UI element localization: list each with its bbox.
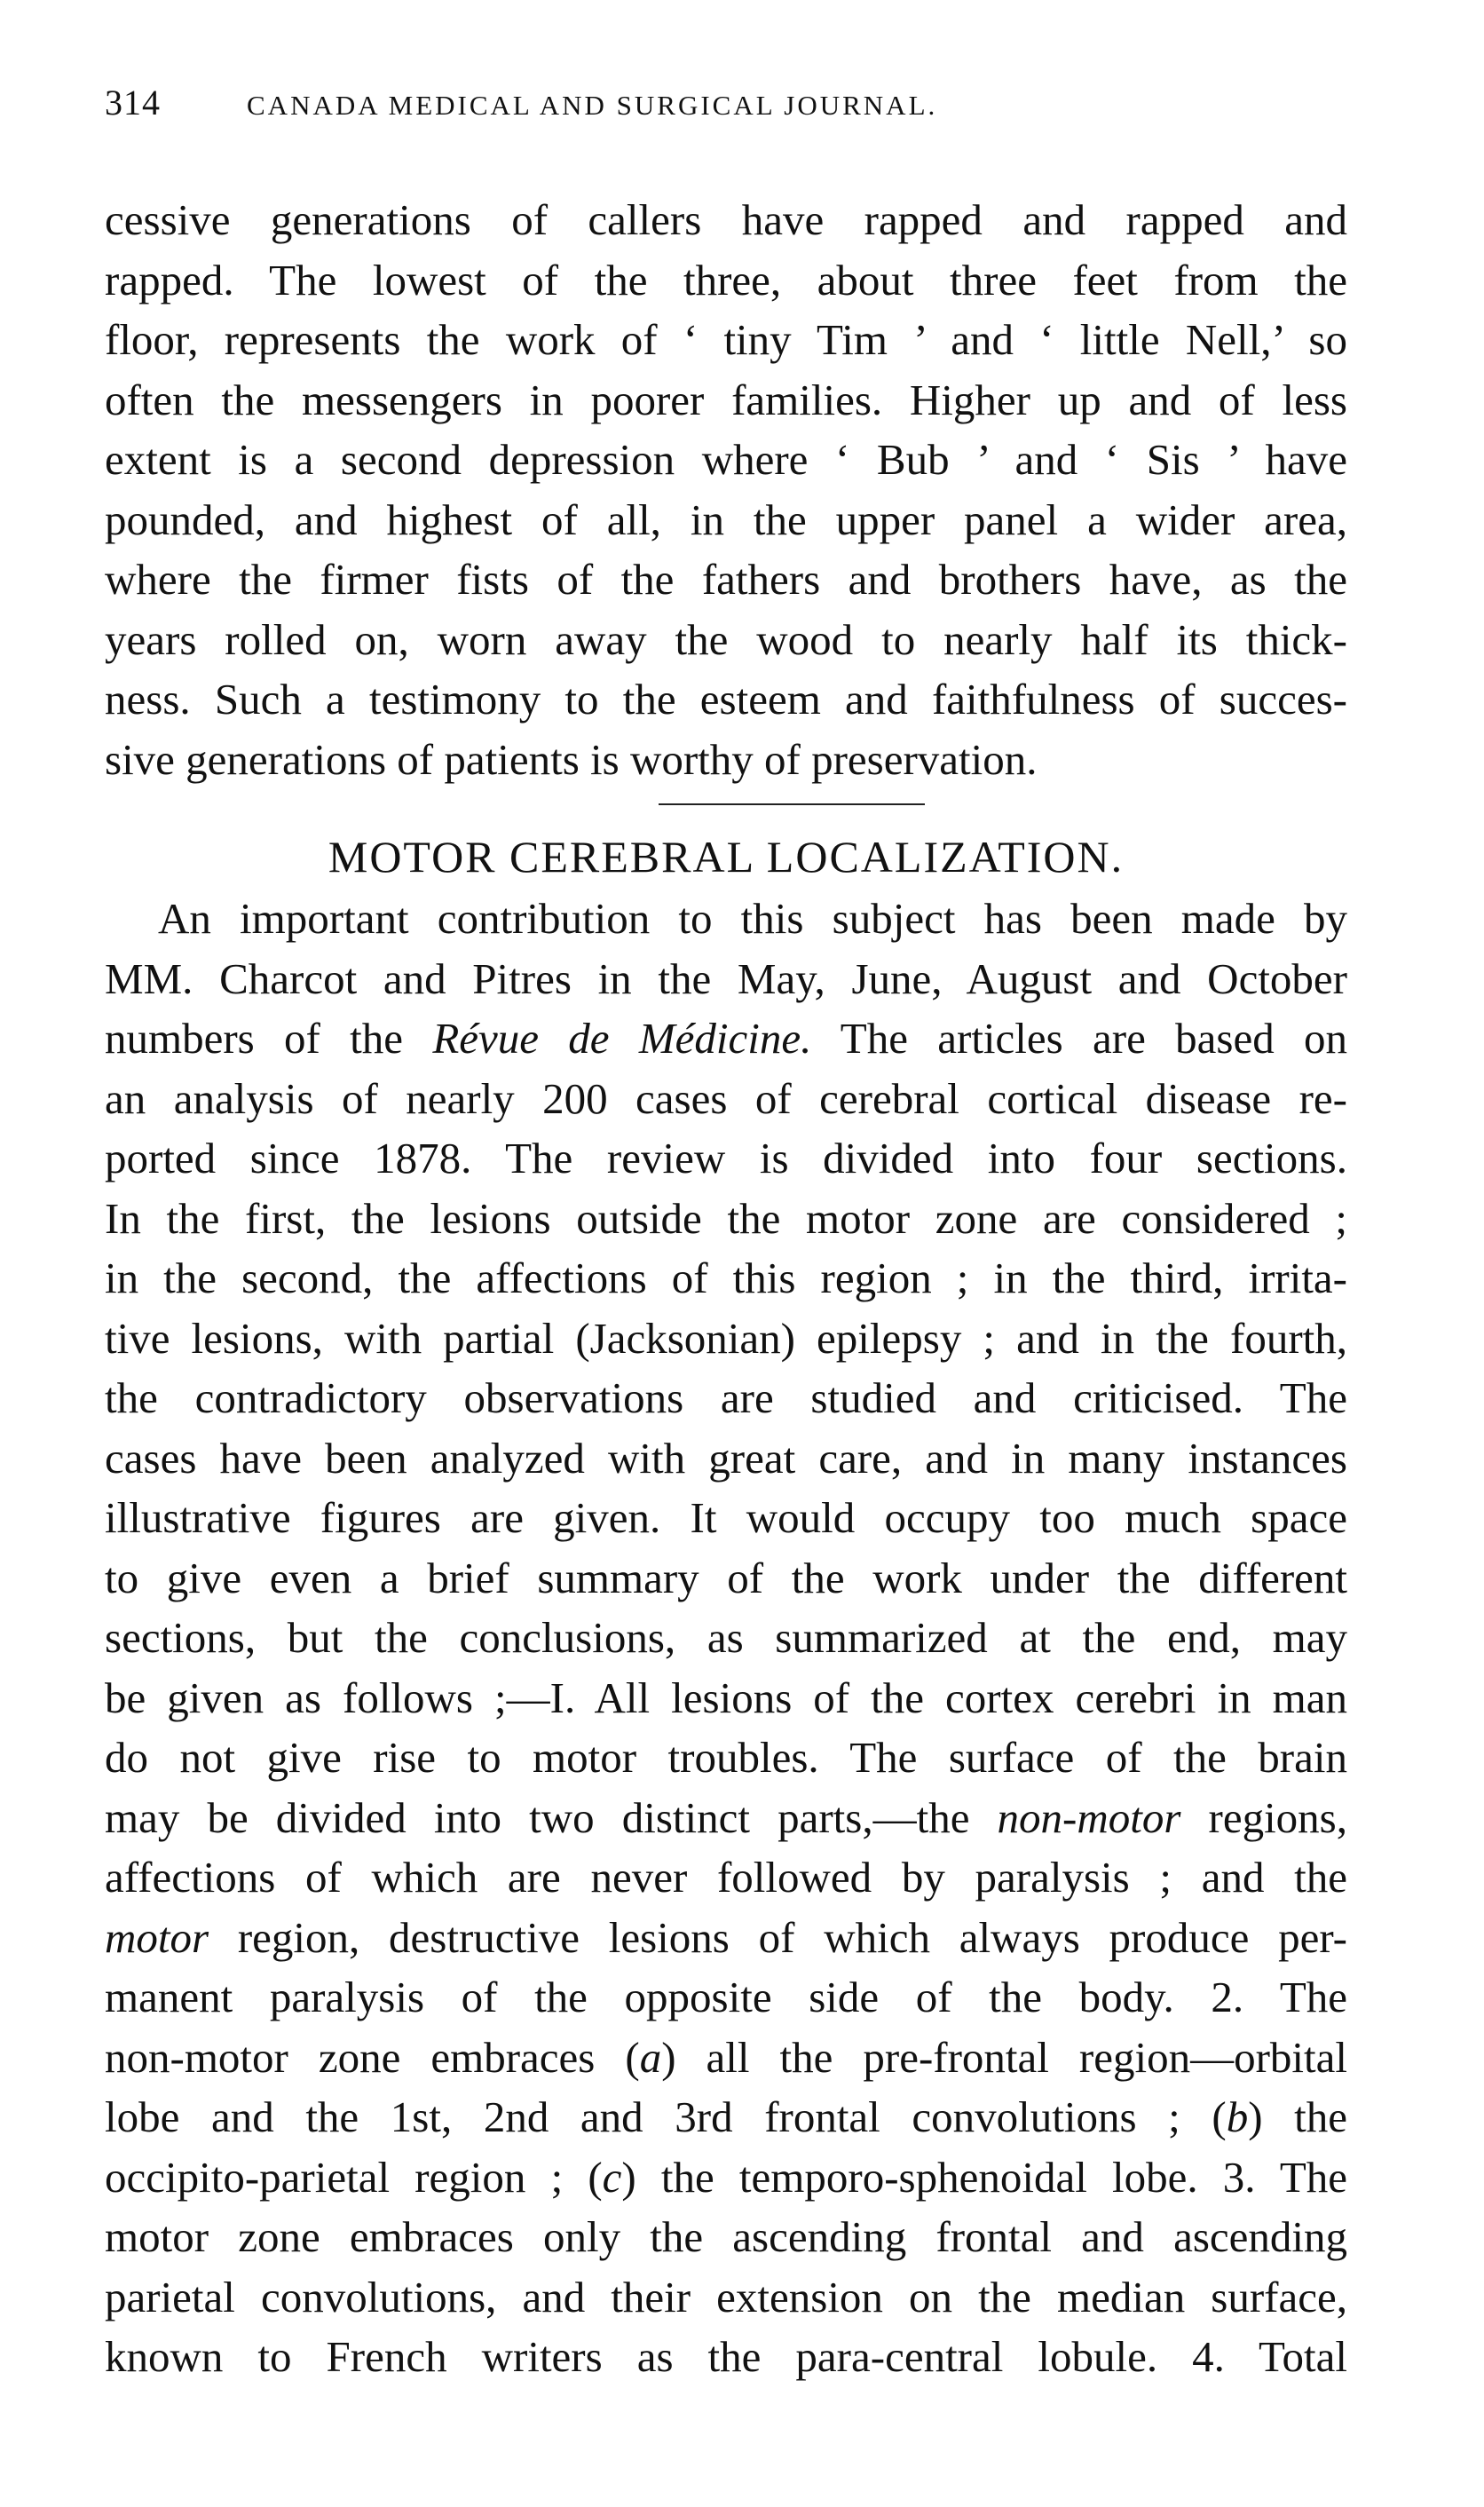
text-line: An important contribution to this subject has been made by	[158, 894, 1347, 943]
italic-letter: a	[639, 2032, 662, 2082]
text-line	[105, 1788, 1347, 1848]
text-line: tive lesions, with partial (Jacksonian) epilepsy ; and in the fourth,	[105, 1313, 1347, 1363]
intro-paragraph	[105, 190, 1347, 789]
text-segment: ) the temporo-sphenoidal lobe. 3. The	[621, 2152, 1347, 2202]
text-segment: occipito-parietal region ; (	[105, 2152, 603, 2202]
text-line: cessive generations of callers have rapped and rapped and	[105, 195, 1347, 244]
text-line: parietal convolutions, and their extension on the median surface,	[105, 2272, 1347, 2321]
text-line: where the firmer fists of the fathers and brothers have, as the	[105, 555, 1347, 604]
journal-name-italic: Révue de Médicine.	[432, 1014, 812, 1063]
running-head	[105, 82, 1347, 135]
text-line: affections of which are never followed by paralysis ; and the	[105, 1853, 1347, 1902]
text-line: years rolled on, worn away the wood to nearly half its thick-	[105, 614, 1347, 664]
text-line: ported since 1878. The review is divided into four sections.	[105, 1134, 1347, 1182]
text-segment: The articles are based on	[811, 1014, 1347, 1063]
text-line: motor zone embraces only the ascending frontal and ascending	[105, 2212, 1347, 2261]
text-line: the contradictory observations are studied and criticised. The	[105, 1373, 1347, 1422]
text-line	[105, 2147, 1347, 2208]
text-line	[105, 2028, 1347, 2088]
text-segment: ) the	[1248, 2092, 1347, 2141]
text-segment: ) all the pre-frontal region—orbital	[661, 2032, 1348, 2082]
text-line: pounded, and highest of all, in the upper panel a wider area,	[105, 494, 1347, 544]
text-line	[105, 1908, 1347, 1968]
text-line: often the messengers in poorer families. Higher up and of less	[105, 375, 1347, 424]
text-line: manent paralysis of the opposite side of the body. 2. The	[105, 1973, 1347, 2021]
article-paragraph	[105, 889, 1347, 2387]
journal-page	[105, 82, 1347, 2387]
italic-term: motor	[105, 1912, 209, 1962]
text-line: floor, represents the work of ‘ tiny Tim ’ and ‘ little Nell,’ so	[105, 315, 1347, 364]
text-segment: regions,	[1180, 1792, 1348, 1842]
text-line: to give even a brief summary of the work under the different	[105, 1553, 1347, 1602]
text-line	[105, 2087, 1347, 2147]
text-line: extent is a second depression where ‘ Bub ’ and ‘ Sis ’ have	[105, 435, 1347, 484]
text-line: cases have been analyzed with great care, and in many instances	[105, 1433, 1347, 1483]
text-line	[105, 1008, 1347, 1069]
text-line: ness. Such a testimony to the esteem and faithfulness of succes-	[105, 675, 1347, 724]
text-segment: numbers of the	[105, 1014, 433, 1063]
text-line: rapped. The lowest of the three, about three feet from the	[105, 255, 1347, 304]
text-line: MM. Charcot and Pitres in the May, June, August and October	[105, 953, 1347, 1003]
text-line: sive generations of patients is worthy of preservation.	[105, 734, 1038, 784]
italic-letter: c	[602, 2152, 622, 2202]
journal-title: CANADA MEDICAL AND SURGICAL JOURNAL.	[247, 90, 938, 121]
text-line: in the second, the affections of this region ; in the third, irrita-	[105, 1254, 1347, 1302]
text-line: illustrative figures are given. It would occupy too much space	[105, 1493, 1347, 1542]
italic-letter: b	[1226, 2092, 1249, 2141]
text-segment: region, destructive lesions of which always produce per-	[209, 1912, 1347, 1962]
section-divider	[659, 803, 925, 805]
text-line: known to French writers as the para-central lobule. 4. Total	[105, 2332, 1347, 2381]
text-line: do not give rise to motor troubles. The surface of the brain	[105, 1733, 1347, 1782]
italic-term: non-motor	[997, 1792, 1181, 1842]
text-line: sections, but the conclusions, as summarized at the end, may	[105, 1613, 1347, 1662]
text-line: an analysis of nearly 200 cases of cerebral cortical disease re-	[105, 1073, 1347, 1123]
text-line: be given as follows ;—I. All lesions of the cortex cerebri in man	[105, 1673, 1347, 1722]
text-segment: lobe and the 1st, 2nd and 3rd frontal convolutions ; (	[105, 2092, 1227, 2141]
section-heading: MOTOR CEREBRAL LOCALIZATION.	[328, 832, 1125, 882]
text-segment: non-motor zone embraces (	[105, 2032, 640, 2082]
text-segment: may be divided into two distinct parts,—the	[105, 1792, 998, 1842]
text-line: In the first, the lesions outside the motor zone are considered ;	[105, 1193, 1347, 1243]
page-number: 314	[105, 83, 161, 123]
